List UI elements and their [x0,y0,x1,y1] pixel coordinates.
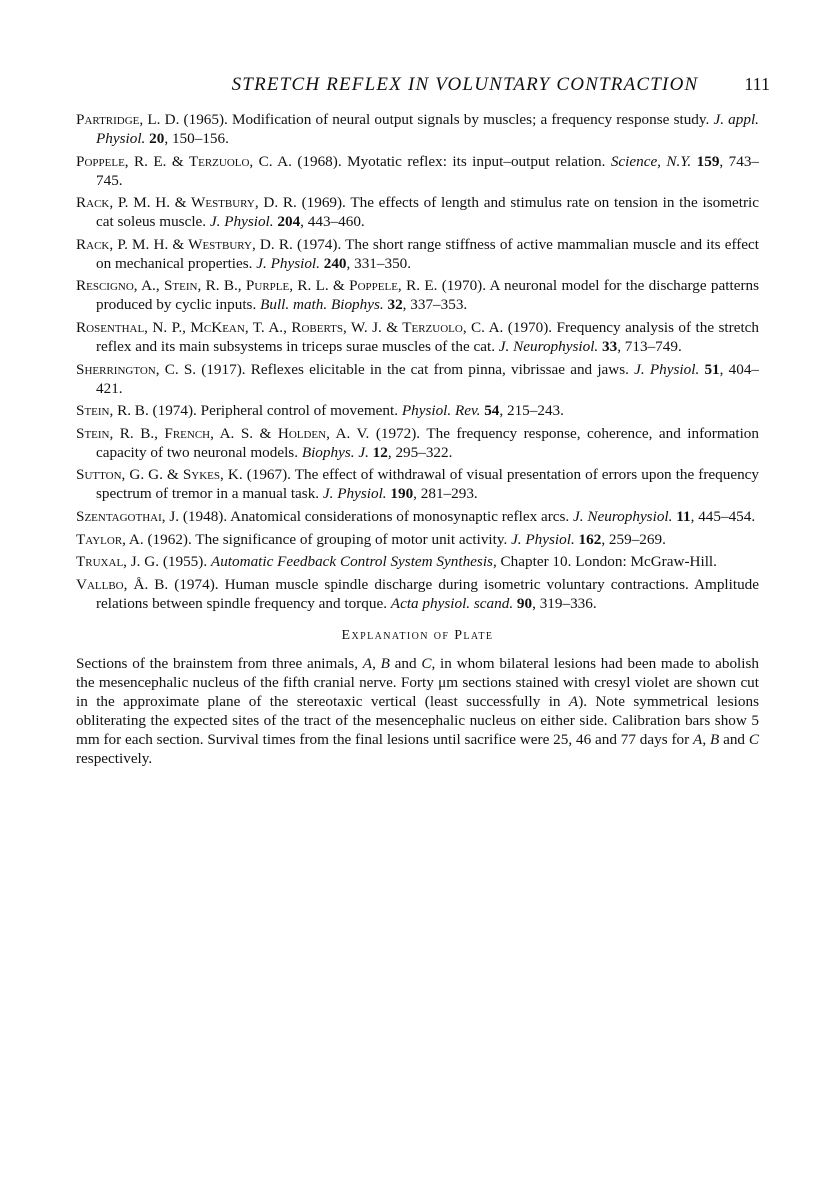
reference-authors: Truxal, J. G. [76,553,160,571]
reference-title: Frequency analysis of the stretch reflex and its main subsystems in triceps surae muscles of the cat. [96,318,759,355]
reference-journal: J. Neurophysiol. [498,337,599,355]
reference-journal: J. Physiol. [634,360,700,378]
reference-volume: 159 [696,152,720,170]
reference-title: The short range stiffness of active mammalian muscle and its effect on mechanical properties. [96,235,760,272]
reference-journal: Acta physiol. scand. [390,594,514,612]
reference-year: (1955). [159,553,211,571]
reference-year: (1968). [291,152,348,170]
reference-journal: Biophys. J. [301,443,369,461]
reference-item [76,360,759,398]
reference-pages: , 445–454. [690,507,756,525]
reference-volume: 162 [578,530,602,548]
animal-label: B [709,731,720,748]
running-head [160,74,770,98]
reference-year: (1974). [168,575,225,593]
reference-title: Peripheral control of movement. [200,402,402,420]
reference-authors: Sherrington, C. S. [76,360,197,378]
reference-list [76,110,759,616]
reference-title: A neuronal model for the discharge patterns produced by cyclic inputs. [96,277,760,314]
reference-item [76,552,759,571]
reference-journal: J. Physiol. [209,213,274,231]
reference-authors: Vallbo, Å. B. [76,575,169,593]
reference-pages: , 295–322. [387,443,453,461]
explanation-text: , [372,655,381,672]
running-title: STRETCH REFLEX IN VOLUNTARY CONTRACTION [231,74,699,95]
explanation-text: respectively. [76,750,153,767]
reference-journal: Bull. math. Biophys. [260,296,384,314]
reference-pages: , 713–749. [617,337,682,355]
reference-volume: 90 [516,594,533,612]
reference-authors: Poppele, R. E. & Terzuolo, C. A. [76,152,292,170]
page-number: 111 [744,74,770,94]
reference-item [76,424,759,462]
reference-item [76,276,759,314]
reference-item [76,465,759,503]
reference-year: (1974). [292,235,346,253]
reference-year: (1974). [148,402,201,420]
reference-title: The significance of grouping of motor unit activity. [195,530,512,548]
reference-journal: J. Neurophysiol. [573,507,673,525]
animal-label: A [693,731,703,748]
reference-item [76,110,759,148]
reference-journal: J. appl. Physiol. [96,111,759,147]
reference-pages: , 743–745. [96,152,760,189]
reference-year: (1969). [296,194,351,212]
reference-authors: Taylor, A. [76,530,144,548]
reference-title: Reflexes elicitable in the cat from pinna, vibrissae and jaws. [250,360,635,378]
reference-title: Modification of neural output signals by muscles; a frequency response study. [232,111,714,128]
reference-title: Anatomical considerations of monosynaptic reflex arcs. [230,507,574,525]
animal-label: A [568,693,579,710]
reference-volume: 54 [484,402,500,420]
reference-year: (1917). [196,360,251,378]
reference-pages: , 331–350. [346,254,412,272]
reference-item [76,507,759,526]
animal-label: B [380,655,390,672]
explanation-paragraph [76,654,759,768]
reference-journal: Physiol. Rev. [401,402,481,420]
reference-pages: , 404–421. [96,360,760,397]
reference-journal: Science, N.Y. [610,152,692,170]
reference-item [76,575,759,613]
reference-authors: Rack, P. M. H. & Westbury, D. R. [76,235,293,253]
animal-label: C [421,655,432,672]
reference-authors: Rescigno, A., Stein, R. B., Purple, R. L. & Poppele, R. E. [76,277,438,295]
reference-year: (1967). [242,466,295,484]
reference-volume: 51 [704,360,720,378]
reference-journal: Automatic Feedback Control System Synthesis [210,553,493,571]
reference-volume: 20 [149,130,165,147]
reference-title: The effects of length and stimulus rate on tension in the isometric cat soleus muscle. [96,194,759,231]
reference-item [76,530,759,549]
reference-pages: , 215–243. [499,402,564,420]
reference-year: (1970). [437,277,490,295]
explanation-text: , in whom bilateral lesions had been made to abolish the mesencephalic nucleus of the fifth cranial nerve. Forty μm sections stained with cresyl violet are shown cut in the approximate plane of the stereotaxic vertical (least successfully in [76,655,760,710]
reference-pages: , 443–460. [300,213,365,231]
explanation-text: Sections of the brainstem from three animals, [76,655,363,672]
reference-authors: Rack, P. M. H. & Westbury, D. R. [76,194,297,212]
explanation-text: ). Note symmetrical lesions obliterating the expected sites of the tract of the mesencephalic nucleus on either side. Calibration bars show 5 mm for each section. Survival times from the final lesions until sacrifice were 25, 46 and 77 days for [76,693,759,748]
reference-authors: Szentagothai, J. [76,507,180,525]
reference-title: The effect of withdrawal of visual presentation of errors upon the frequency spectrum of tremor in a manual task. [96,466,760,503]
animal-label: C [748,731,759,748]
reference-title: Human muscle spindle discharge during isometric voluntary contractions. Amplitude relations between spindle frequency and torque. [96,575,759,612]
reference-pages: , Chapter 10. London: McGraw-Hill. [492,553,717,571]
reference-pages: , 259–269. [601,530,666,548]
reference-item [76,318,759,356]
reference-pages: , 150–156. [164,130,229,147]
reference-item [76,193,759,231]
explanation-text: and [389,655,422,672]
reference-pages: , 281–293. [413,485,478,503]
reference-volume: 33 [602,337,618,355]
reference-year: (1948). [179,507,231,525]
reference-volume: 32 [387,296,403,314]
reference-authors: Sutton, G. G. & Sykes, K. [76,466,243,484]
explanation-text: and [719,731,749,748]
reference-pages: , 337–353. [402,296,468,314]
reference-item [76,401,759,420]
reference-item [76,235,759,273]
reference-year: (1965). [179,111,233,128]
reference-volume: 12 [372,443,388,461]
reference-authors: Stein, R. B. [76,402,149,420]
reference-volume: 240 [323,254,347,272]
reference-journal: J. Physiol. [256,254,320,272]
reference-authors: Partridge, L. D. [76,111,180,128]
reference-volume: 11 [676,507,691,525]
reference-journal: J. Physiol. [322,485,387,503]
reference-volume: 190 [390,485,414,503]
reference-title: Myotatic reflex: its input–output relation. [347,152,611,170]
reference-year: (1970). [503,318,557,336]
reference-authors: Stein, R. B., French, A. S. & Holden, A. V. [76,424,370,442]
explanation-text: , [702,731,710,748]
explanation-heading: Explanation of Plate [341,628,494,643]
reference-year: (1972). [369,424,427,442]
reference-volume: 204 [277,213,301,231]
reference-item [76,152,759,190]
animal-label: A [362,655,373,672]
reference-authors: Rosenthal, N. P., McKean, T. A., Roberts, W. J. & Terzuolo, C. A. [76,318,504,336]
reference-year: (1962). [143,530,196,548]
reference-pages: , 319–336. [532,594,597,612]
reference-title: The frequency response, coherence, and information capacity of two neuronal models. [96,424,759,461]
reference-journal: J. Physiol. [511,530,575,548]
